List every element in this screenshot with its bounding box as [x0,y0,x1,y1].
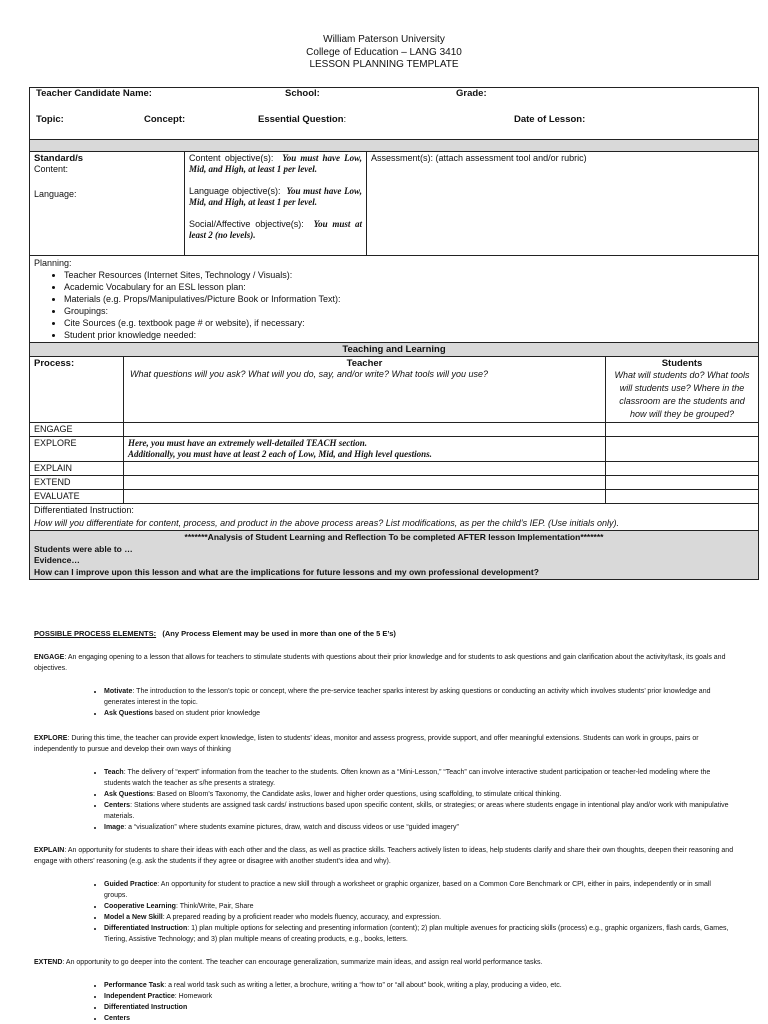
process-elements-heading [34,628,734,639]
explain-item: • Differentiated Instruction: 1) plan multiple options for selecting and presenting information (content); 2) plan multiple avenues for practicing skills (process) e.g., graphic organizers, flash cards, Games, Tiering, Assistive Technology; and 3) plan multiple means of creating products, e.g., books, letters. [104,923,734,945]
explain-item: • Cooperative Learning: Think/Write, Pair, Share [104,901,734,912]
differentiated-title: Differentiated Instruction: [34,505,134,515]
differentiated-question: How will you differentiate for content, process, and product in the above process areas? List modifications, as per the child’s IEP. (Use initials only). [34,518,619,528]
analysis-row [30,531,759,580]
planning-item: • Groupings: [64,305,754,317]
school-label: School: [285,88,320,99]
grade-label: Grade: [456,88,487,99]
planning-title: Planning: [34,258,72,268]
planning-item: • Student prior knowledge needed: [64,329,754,341]
engage-item: • Ask Questions based on student prior knowledge [104,708,734,719]
explore-item: • Teach: The delivery of “expert” information from the teacher to the students. Often known as a “Mini-Lesson,” “Teach” can involve interactive student participation or teacher-led modeling where the students watch the teacher as s/he presents a strategy. [104,767,734,789]
planning-list [34,269,754,341]
explore-item: • Image: a “visualization” where students examine pictures, draw, watch and discuss videos or use “guided imagery” [104,822,734,833]
explore-item: • Centers: Stations where students are assigned task cards/ instructions based upon specific content, skills, or strategies; or areas where students engage in intentional play and/or work with manipulative materials. [104,800,734,822]
topic-label: Topic: [36,114,64,125]
teacher-column-question: What questions will you ask? What will you do, say, and/or write? What tools will you use? [130,369,488,379]
explore-section [34,733,734,833]
explore-note-2: Additionally, you must have at least 2 each of Low, Mid, and High level questions. [128,449,432,459]
process-elements-title: POSSIBLE PROCESS ELEMENTS: [34,629,157,638]
explain-item: • Model a New Skill: A prepared reading by a proficient reader who models fluency, accuracy, and expression. [104,912,734,923]
extend-list [34,980,734,1024]
analysis-line-3: How can I improve upon this lesson and what are the implications for future lessons and my own professional development? [34,566,539,577]
date-label: Date of Lesson: [514,114,586,125]
teacher-column-title: Teacher [346,358,383,369]
planning-item: • Materials (e.g. Props/Manipulatives/Picture Book or Information Text): [64,293,754,305]
process-row-explore [30,437,759,462]
explain-list [34,879,734,945]
explain-item: • Guided Practice: An opportunity for student to practice a new skill through a worksheet or graphic organizer, based on a Common Core Benchmark or CPI, either in pairs, independently or in small groups. [104,879,734,901]
extend-description: EXTEND: An opportunity to go deeper into the content. The teacher can encourage generalization, summarize main ideas, and assign real world performance tasks. [34,959,543,966]
extend-item: • Differentiated Instruction [104,1002,734,1013]
engage-section [34,652,734,719]
university-name: William Paterson University [323,34,445,45]
explain-description: EXPLAIN: An opportunity for students to share their ideas with each other and the class, as well as practice skills. Teachers actively listen to ideas, help students clarify and share their own thoughts, deepen their reasoning and engage with others’ reasoning (e.g. ask the students if they agree or disagree with another student’s idea and why). [34,847,734,865]
lesson-plan-table [29,87,759,580]
info-row [30,88,759,140]
planning-item: • Academic Vocabulary for an ESL lesson plan: [64,281,754,293]
gray-spacer-row [30,140,759,152]
step-label: EVALUATE [30,490,124,504]
content-objective: Content objective(s): You must have Low, Mid, and High, at least 1 per level. [189,153,362,174]
explore-note-1: Here, you must have an extremely well-detailed TEACH section. [128,438,367,448]
process-row-evaluate [30,490,759,504]
explore-description: EXPLORE: During this time, the teacher can provide expert knowledge, listen to students’ ideas, monitor and assess progress, provide support, and offer meaningful extensions. Students can work in groups, pairs or independently to pursue and develop their own ways of thinking [34,735,699,753]
engage-item: • Motivate: The introduction to the lesson’s topic or concept, where the pre-service teacher sparks interest by asking questions or conducting an activity which involves students’ prior knowledge and generates interest in the topic. [104,686,734,708]
planning-item: • Cite Sources (e.g. textbook page # or website), if necessary: [64,317,754,329]
planning-row [30,256,759,343]
step-label: EXPLORE [30,437,124,462]
essential-question-label: Essential Question: [258,114,347,125]
students-column-question: What will students do? What tools will students use? Where in the classroom are the students and how will they be grouped? [614,370,750,419]
explain-section [34,845,734,945]
standards-title: Standard/s [34,153,84,164]
document-header [0,34,768,72]
differentiated-row [30,504,759,531]
concept-label: Concept: [144,114,186,125]
process-label: Process: [30,357,124,423]
analysis-line-1: Students were able to … [34,543,133,554]
explore-list [34,767,734,833]
teaching-learning-title: Teaching and Learning [30,343,759,357]
explore-item: • Ask Questions: Based on Bloom’s Taxonomy, the Candidate asks, lower and higher order questions, using scaffolding, to stimulate critical thinking. [104,789,734,800]
standards-content: Content: [34,164,69,174]
process-elements-note: (Any Process Element may be used in more than one of the 5 E’s) [162,629,396,638]
standards-row [30,152,759,256]
step-label: EXPLAIN [30,462,124,476]
step-label: ENGAGE [30,423,124,437]
extend-item: • Centers [104,1013,734,1024]
process-row-engage [30,423,759,437]
engage-list [34,686,734,719]
step-label: EXTEND [30,476,124,490]
analysis-line-2: Evidence… [34,555,80,565]
assessment-label: Assessment(s): (attach assessment tool and/or rubric) [371,153,587,163]
process-row-extend [30,476,759,490]
template-title: LESSON PLANNING TEMPLATE [309,59,459,70]
process-row-explain [30,462,759,476]
students-column-title: Students [661,358,703,369]
teaching-learning-row [30,343,759,357]
teacher-name-label: Teacher Candidate Name: [36,88,152,99]
extend-item: • Independent Practice: Homework [104,991,734,1002]
engage-description: ENGAGE: An engaging opening to a lesson that allows for teachers to stimulate students with questions about their prior knowledge and for students to ask questions and gain clarification about the activity/task, its goals and objectives. [34,654,726,672]
language-objective: Language objective(s): You must have Low, Mid, and High, at least 1 per level. [189,186,362,207]
extend-item: • Performance Task: a real world task such as writing a letter, a brochure, writing a “how to” or “all about” book, writing a play, producing a video, etc. [104,980,734,991]
college-course: College of Education – LANG 3410 [306,46,462,58]
planning-item: • Teacher Resources (Internet Sites, Technology / Visuals): [64,269,754,281]
process-header-row [30,357,759,423]
analysis-title: *******Analysis of Student Learning and Reflection To be completed AFTER lesson Implementation******* [184,532,604,542]
social-objective: Social/Affective objective(s): You must at least 2 (no levels). [189,219,363,240]
standards-language: Language: [34,189,77,199]
extend-section [34,957,734,1024]
